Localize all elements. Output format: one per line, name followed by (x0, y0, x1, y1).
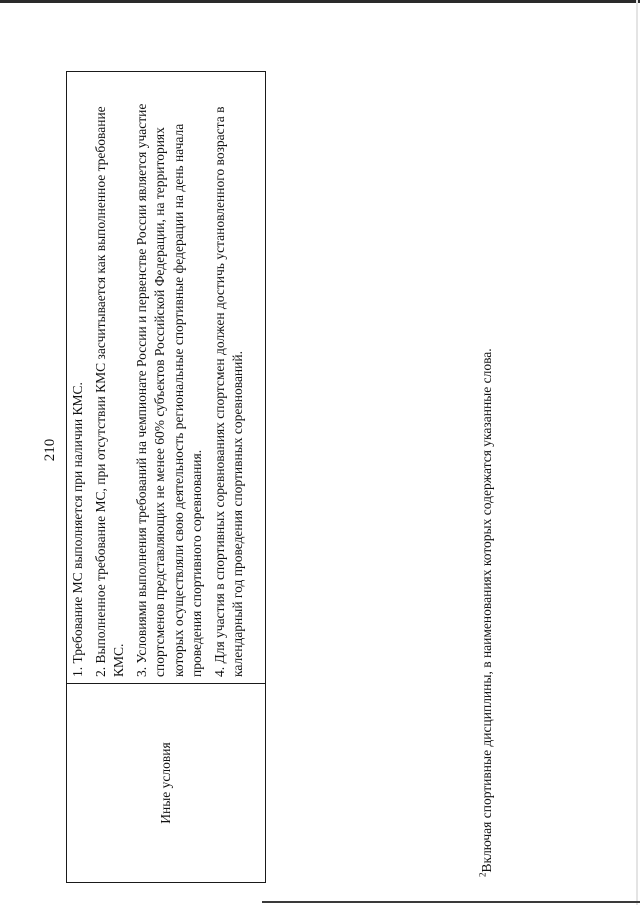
conditions-label-cell (67, 683, 265, 882)
condition-item-4: 4. Для участия в спортивных соревнованиях спортсмен должен достичь установленного возраста в календарный год проведения спортивных соревнований. (211, 106, 245, 677)
condition-item-3: 3. Условиями выполнения требований на чемпионате России и первенстве России является участие спортсменов представляющих не менее 60% субъектов Российской Федерации, на территориях которых осуществляли свою деятельность региональные спортивные федерации на день начала проведения спортивного соревнования. (133, 103, 204, 677)
conditions-table (66, 71, 266, 883)
conditions-list-cell (67, 72, 265, 683)
condition-item-1: 1. Требование МС выполняется при наличии КМС. (70, 382, 85, 677)
page-number: 210 (42, 438, 58, 462)
condition-item-2: 2. Выполненное требование МС, при отсутствии КМС засчитывается как выполненное требование КМС. (92, 106, 126, 677)
footnote-marker: 2 (477, 872, 488, 877)
conditions-label: Иные условия (158, 742, 173, 824)
footnote-text: Включая спортивные дисциплины, в наименованиях которых содержатся указанные слова. (479, 348, 494, 873)
footnote (478, 227, 496, 877)
